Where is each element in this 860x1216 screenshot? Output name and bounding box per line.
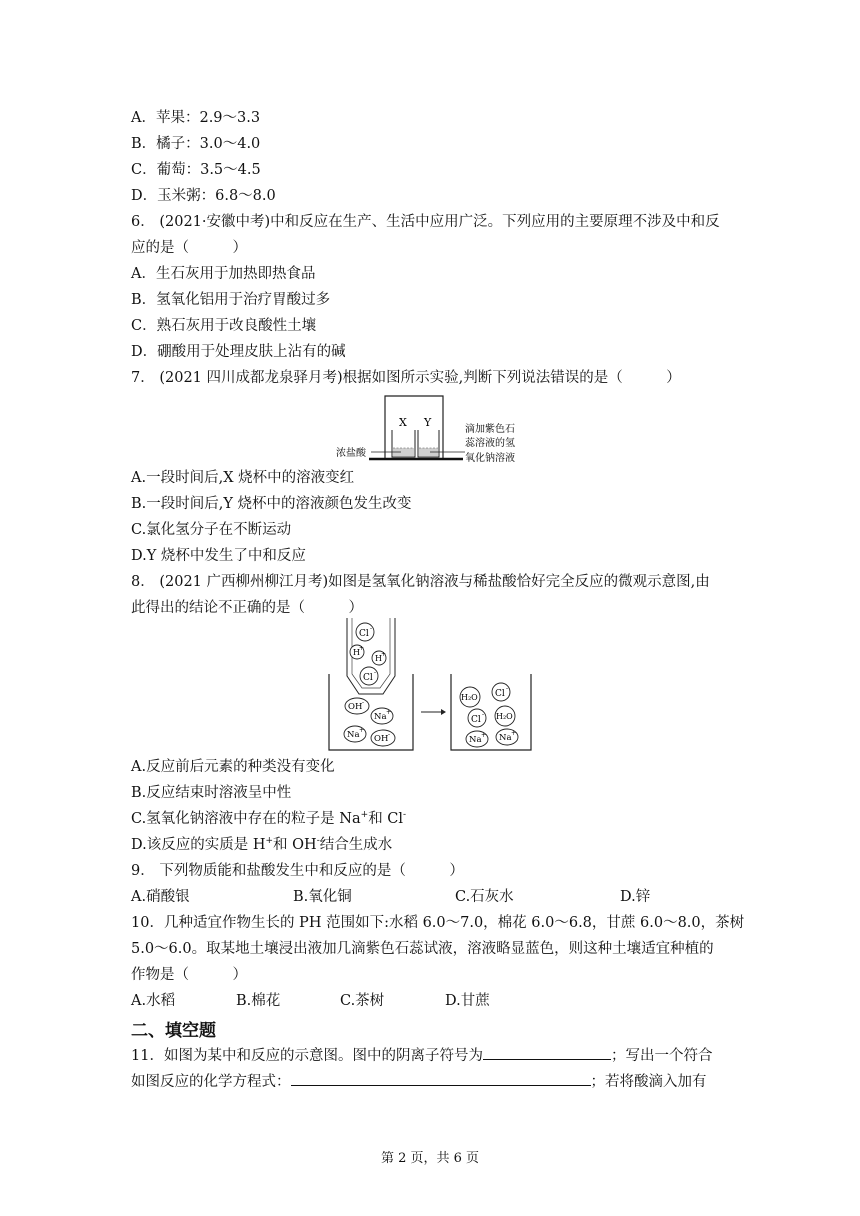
q10-stem-line3: 作物是（ ） [131,967,247,983]
svg-text:OH: OH [348,702,363,712]
q6-option-d: D．硼酸用于处理皮肤上沾有的碱 [131,344,346,360]
q9-options [131,887,650,907]
svg-text:+: + [359,645,365,652]
molecule-h2o-1 [460,687,480,707]
q9-stem: 9． 下列物质能和盐酸发生中和反应的是（ ） [131,863,464,879]
svg-text:Na: Na [374,712,387,722]
right-beaker [451,674,531,750]
ion-h-2 [372,651,386,665]
ion-na-1 [371,708,393,724]
q7-option-d: D.Y 烧杯中发生了中和反应 [131,548,306,564]
svg-text:Cl: Cl [495,689,505,699]
molecule-h2o-2 [495,706,515,726]
q6-stem-line1: 6． (2021·安徽中考)中和反应在生产、生活中应用广泛。下列应用的主要原理不涉及中和反 [131,214,720,230]
q8-micro-diagram [325,618,535,756]
q7-option-a: A.一段时间后,X 烧杯中的溶液变红 [131,470,355,486]
q7-label-right-3: 氧化钠溶液 [465,453,515,464]
svg-text:+: + [481,732,487,739]
svg-text:Cl: Cl [359,629,369,639]
q6-option-c: C．熟石灰用于改良酸性土壤 [131,318,317,334]
q8-option-c: C.氢氧化钠溶液中存在的粒子是 Na+和 Cl- [131,810,407,827]
q7-label-right-2: 蕊溶液的氢 [465,438,515,449]
q8-stem-line2: 此得出的结论不正确的是（ ） [131,600,363,616]
q9-option-b: B.氧化铜 [293,889,352,905]
section-heading: 二、填空题 [131,1021,216,1041]
q10-stem-line1: 10．几种适宜作物生长的 PH 范围如下:水稻 6.0～7.0，棉花 6.0～6.8，甘蔗 6.0～8.0，茶树 [131,915,745,931]
q7-experiment-figure [335,390,535,465]
ion-oh-2 [371,730,395,746]
q10-option-d: D.甘蔗 [445,993,490,1009]
svg-text:-: - [374,669,377,676]
q7-stem-line1: 7． (2021 四川成都龙泉驿月考)根据如图所示实验,判断下列说法错误的是（ ） [131,370,681,386]
ion-cl-3 [492,683,510,701]
q7-label-y: Y [424,416,432,429]
ion-na-4 [496,729,518,745]
svg-text:H₂O: H₂O [461,693,478,702]
q8-stem-line1: 8． (2021 广西柳州柳江月考)如图是氢氧化钠溶液与稀盐酸恰好完全反应的微观示意图,由 [131,574,710,590]
reaction-arrow [421,709,446,715]
q5-option-c: C．葡萄：3.5～4.5 [131,162,261,178]
q10-option-b: B.棉花 [236,993,281,1009]
svg-text:-: - [370,625,373,632]
q8-option-a: A.反应前后元素的种类没有变化 [131,759,335,775]
ion-oh-1 [345,698,369,714]
q6-option-a: A．生石灰用于加热即热食品 [131,266,316,282]
q11-line2: 如图反应的化学方程式： ；若将酸滴入加有 [131,1071,707,1092]
svg-text:Na: Na [347,730,360,740]
q7-label-x: X [399,416,407,429]
ion-na-3 [466,731,488,747]
q9-option-c: C.石灰水 [455,889,514,905]
ion-h-1 [350,645,364,659]
svg-text:H: H [375,654,382,663]
q6-stem-line2: 应的是（ ） [131,240,247,256]
ion-na-2 [344,726,366,742]
svg-text:-: - [388,731,391,738]
q7-option-b: B.一段时间后,Y 烧杯中的溶液颜色发生改变 [131,496,412,512]
ion-cl-4 [468,709,486,727]
q10-options [131,991,490,1011]
svg-text:Na: Na [499,733,512,743]
q9-option-d: D.锌 [620,889,651,905]
svg-text:OH: OH [374,734,389,744]
q10-option-c: C.茶树 [340,993,385,1009]
svg-text:+: + [359,727,365,734]
page-number: 第 2 页，共 6 页 [380,1151,480,1166]
q6-option-b: B．氢氧化铝用于治疗胃酸过多 [131,292,331,308]
q8-option-d: D.该反应的实质是 H+和 OH-结合生成水 [131,836,393,853]
q7-option-c: C.氯化氢分子在不断运动 [131,522,292,538]
svg-text:-: - [506,685,509,692]
q11-line1: 11．如图为某中和反应的示意图。图中的阴离子符号为 ；写出一个符合 [131,1045,712,1066]
svg-text:+: + [381,651,387,658]
svg-text:+: + [386,709,392,716]
q8-option-b: B.反应结束时溶液呈中性 [131,785,292,801]
q11-blank-anion[interactable] [483,1045,611,1060]
ion-cl-1 [356,623,374,641]
svg-text:-: - [482,711,485,718]
q11-blank-equation[interactable] [291,1071,591,1086]
q10-stem-line2: 5.0～6.0。取某地土壤浸出液加几滴紫色石蕊试液，溶液略显蓝色，则这种土壤适宜种植的 [131,941,714,957]
q5-option-d: D．玉米粥：6.8～8.0 [131,188,276,204]
q7-label-conc-hcl: 浓盐酸 [336,448,366,459]
svg-text:H₂O: H₂O [496,712,513,721]
q5-option-a: A．苹果：2.9～3.3 [131,110,261,126]
q9-option-a: A.硝酸银 [131,889,190,905]
svg-text:-: - [362,699,365,706]
ion-cl-2 [360,667,378,685]
q10-option-a: A.水稻 [131,993,176,1009]
q5-option-b: B．橘子：3.0～4.0 [131,136,261,152]
svg-text:H: H [353,648,360,657]
q7-label-right-1: 滴加紫色石 [465,424,515,435]
svg-text:Na: Na [469,735,482,745]
svg-text:Cl: Cl [363,673,373,683]
svg-text:+: + [511,730,517,737]
svg-text:Cl: Cl [471,715,481,725]
